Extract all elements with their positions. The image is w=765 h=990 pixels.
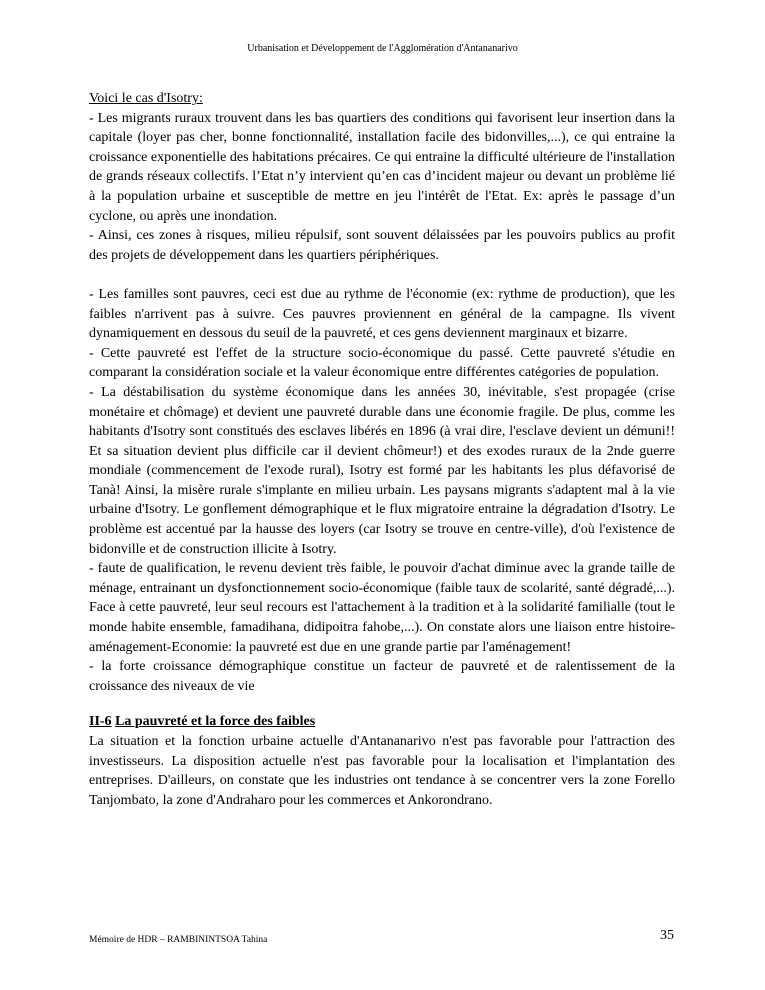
paragraph-lack-of-qualification: - faute de qualification, le revenu devient très faible, le pouvoir d'achat diminue avec la grande taille de ménage, entrainant un dysfonctionnement socio-économique (faible taux de scolarité, santé dégradé,...). Face à cette pauvreté, leur seul recours est l'attachement à la tradition et à la solidarité familialle (tout le monde habite ensemble, famadihana, didipoitra fahobe,...). On constate alors une liaison entre histoire-aménagement-Economie: la pauvreté est due en une grande partie par l'aménagement! xyxy=(89,561,675,655)
running-header: Urbanisation et Développement de l'Agglomération d'Antananarivo xyxy=(247,43,518,54)
section-paragraph: La situation et la fonction urbaine actuelle d'Antananarivo n'est pas favorable pour l'attraction des investisseurs. La disposition actuelle n'est pas favorable pour la localisation et l'implantation des entreprises. D'ailleurs, on constate que les industries ont tendance à se concentrer vers la zone Forello Tanjombato, la zone d'Andraharo pour les commerces et Ankorondrano. xyxy=(89,734,675,808)
section-heading xyxy=(89,712,675,732)
paragraph-socio-economic-structure: - Cette pauvreté est l'effet de la structure socio-économique du passé. Cette pauvreté s'étudie en comparant la considération sociale et la valeur économique entre différentes catégories de population. xyxy=(89,345,675,381)
paragraph-economic-destabilisation: - La déstabilisation du système économique dans les années 30, inévitable, s'est propagée (crise monétaire et chômage) et devient une pauvreté durable dans une économie fragile. De plus, comme les habitants d'Isotry sont constitués des esclaves libérés en 1896 (à vrai dire, l'esclave devient un démuni!! Et sa situation devient plus difficile car il devient chômeur!) et des exodes ruraux de la 2nde guerre mondiale (commencement de l'exode rural), Isotry est formé par les habitants les plus défavorisé de Tanà! Ainsi, la misère rurale s'implante en milieu urbain. Les paysans migrants s'adaptent mal à la vie urbaine d'Isotry. Le gonflement démographique et le flux migratoire entraine la dégradation d'Isotry. Le problème est accentué par la hausse des loyers (car Isotry se trouve en centre-ville), d'où l'existence de bidonville et de construction illicite à Isotry. xyxy=(89,384,675,557)
paragraph-spacer xyxy=(89,265,675,285)
main-content xyxy=(89,89,675,810)
section-number: II-6 xyxy=(89,714,112,730)
paragraph-poor-families: - Les familles sont pauvres, ceci est due au rythme de l'économie (ex: rythme de production), que les faibles n'arrivent pas à suivre. Ces pauvres proviennent en général de la campagne. Ils vivent dynamiquement en dessous du seuil de la pauvreté, et ces gens deviennent marginaux et bizarre. xyxy=(89,286,675,342)
section-title: La pauvreté et la force des faibles xyxy=(115,714,316,730)
paragraph-migrants: - Les migrants ruraux trouvent dans les bas quartiers des conditions qui favorisent leur insertion dans la capitale (loyer pas cher, bonne fonctionnalité, installation facile des bidonvilles,...), ce qui entraine la croissance exponentielle des habitations précaires. Ce qui entraine la difficulté ultérieure de l'installation de grands réseaux collectifs. l’Etat n’y intervient qu’en cas d’incident majeur ou devant un problème lié à la population urbaine et susceptible de mettre en jeu l'intérêt de l'Etat. Ex: après le passage d’un cyclone, ou après une inondation. xyxy=(89,110,675,224)
footer-author: Mémoire de HDR – RAMBININTSOA Tahina xyxy=(89,935,268,945)
case-title: Voici le cas d'Isotry: xyxy=(89,91,203,106)
paragraph-risk-zones: - Ainsi, ces zones à risques, milieu répulsif, sont souvent délaissées par les pouvoirs publics au profit des projets de développement dans les quartiers périphériques. xyxy=(89,228,675,263)
page-number: 35 xyxy=(660,928,674,943)
paragraph-demographic-growth: - la forte croissance démographique constitue un facteur de pauvreté et de ralentissement de la croissance des niveaux de vie xyxy=(89,659,675,694)
